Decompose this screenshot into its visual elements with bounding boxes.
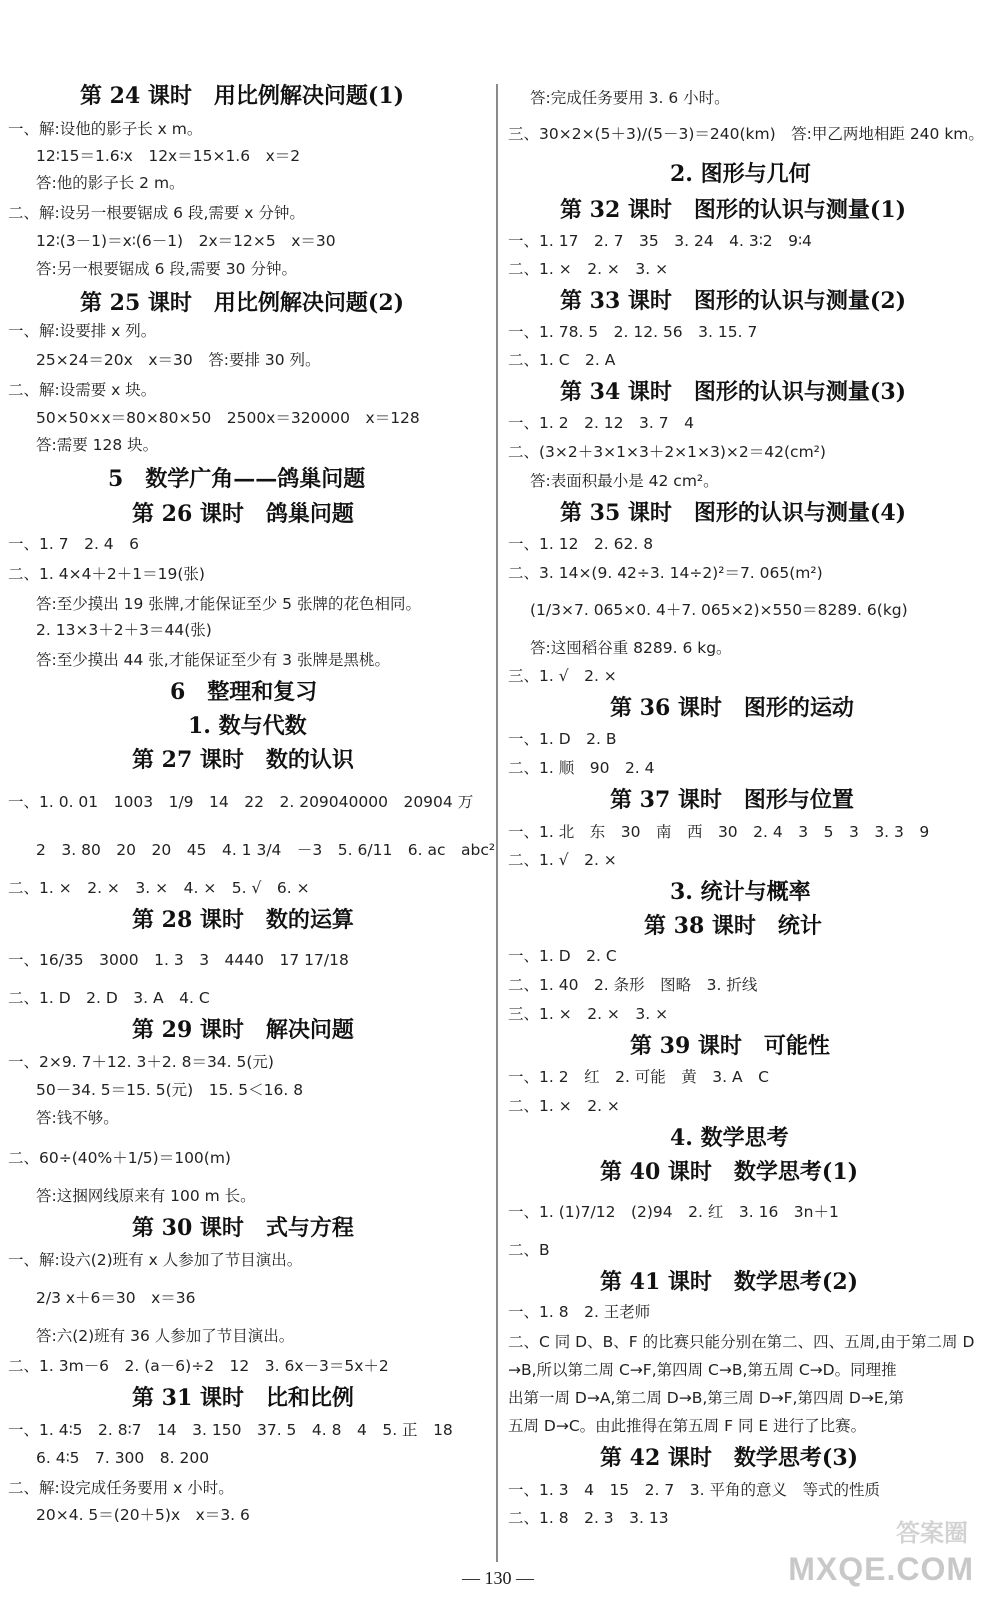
answer-line: 答:表面积最小是 42 cm²。 xyxy=(530,472,719,490)
answer-line: 答:需要 128 块。 xyxy=(36,436,159,454)
section-heading: 第 24 课时 用比例解决问题(1) xyxy=(80,83,405,109)
answer-line: 一、解:设六(2)班有 x 人参加了节目演出。 xyxy=(8,1251,303,1269)
answer-line: 一、1. 2 红 2. 可能 黄 3. A C xyxy=(508,1068,769,1086)
answer-line: 二、1. 40 2. 条形 图略 3. 折线 xyxy=(508,976,758,994)
answer-line: 答:完成任务要用 3. 6 小时。 xyxy=(530,89,730,107)
answer-line: 一、1. 12 2. 62. 8 xyxy=(508,535,654,553)
section-heading: 第 41 课时 数学思考(2) xyxy=(600,1269,859,1295)
answer-line: 一、1. 17 2. 7 35 3. 24 4. 3∶2 9∶4 xyxy=(508,232,812,250)
answer-line: 答:这囤稻谷重 8289. 6 kg。 xyxy=(530,639,732,657)
answer-line: 50－34. 5＝15. 5(元) 15. 5＜16. 8 xyxy=(36,1081,304,1099)
answer-line: 12∶(3－1)＝x∶(6－1) 2x＝12×5 x＝30 xyxy=(36,232,336,250)
answer-line: 二、1. × 2. × 3. × 4. × 5. √ 6. × xyxy=(8,879,310,897)
answer-line: →B,所以第二周 C→F,第四周 C→B,第五周 C→D。同理推 xyxy=(508,1361,897,1379)
section-heading: 3. 统计与概率 xyxy=(670,879,811,905)
section-heading: 6 整理和复习 xyxy=(170,679,318,705)
answer-line: 一、1. 北 东 30 南 西 30 2. 4 3 5 3 3. 3 9 xyxy=(508,823,930,841)
section-heading: 第 27 课时 数的认识 xyxy=(132,747,354,773)
answer-line: 答:钱不够。 xyxy=(36,1109,119,1127)
answer-line: (1/3×7. 065×0. 4＋7. 065×2)×550＝8289. 6(kg) xyxy=(530,601,908,619)
section-heading: 1. 数与代数 xyxy=(188,713,307,739)
section-heading: 第 28 课时 数的运算 xyxy=(132,907,354,933)
answer-line: 2. 13×3＋2＋3＝44(张) xyxy=(36,621,212,639)
answer-line: 答:另一根要锯成 6 段,需要 30 分钟。 xyxy=(36,260,297,278)
answer-line: 一、1. 3 4 15 2. 7 3. 平角的意义 等式的性质 xyxy=(508,1481,880,1499)
answer-line: 二、1. 4×4＋2＋1＝19(张) xyxy=(8,565,205,583)
answer-line: 一、1. 2 2. 12 3. 7 4 xyxy=(508,414,694,432)
answer-line: 20×4. 5＝(20＋5)x x＝3. 6 xyxy=(36,1506,250,1524)
answer-line: 一、2×9. 7＋12. 3＋2. 8＝34. 5(元) xyxy=(8,1053,274,1071)
section-heading: 第 42 课时 数学思考(3) xyxy=(600,1445,859,1471)
section-heading: 4. 数学思考 xyxy=(670,1125,789,1151)
section-heading: 第 37 课时 图形与位置 xyxy=(610,787,854,813)
answer-line: 一、16/35 3000 1. 3 3 4440 17 17/18 xyxy=(8,951,349,969)
answer-line: 2/3 x＋6＝30 x＝36 xyxy=(36,1289,196,1307)
answer-line: 一、1. 4∶5 2. 8∶7 14 3. 150 37. 5 4. 8 4 5. 正 18 xyxy=(8,1421,453,1439)
section-heading: 第 26 课时 鸽巢问题 xyxy=(132,501,354,527)
answer-line: 一、1. D 2. C xyxy=(508,947,617,965)
answer-line: 答:至少摸出 44 张,才能保证至少有 3 张牌是黑桃。 xyxy=(36,651,390,669)
section-heading: 第 25 课时 用比例解决问题(2) xyxy=(80,290,405,316)
answer-line: 一、1. 0. 01 1003 1/9 14 22 2. 209040000 20904 万 xyxy=(8,793,474,811)
answer-line: 2 3. 80 20 20 45 4. 1 3/4 －3 5. 6/11 6. ac abc² xyxy=(36,841,496,859)
section-heading: 第 30 课时 式与方程 xyxy=(132,1215,354,1241)
page-number: — 130 — xyxy=(462,1568,534,1588)
answer-line: 一、1. 8 2. 王老师 xyxy=(508,1303,651,1321)
section-heading: 第 31 课时 比和比例 xyxy=(132,1385,354,1411)
answer-line: 二、3. 14×(9. 42÷3. 14÷2)²＝7. 065(m²) xyxy=(508,564,823,582)
answer-line: 二、(3×2＋3×1×3＋2×1×3)×2＝42(cm²) xyxy=(508,443,826,461)
answer-line: 二、1. × 2. × 3. × xyxy=(508,260,669,278)
answer-line: 答:这捆网线原来有 100 m 长。 xyxy=(36,1187,256,1205)
answer-line: 二、1. D 2. D 3. A 4. C xyxy=(8,989,210,1007)
answer-line: 三、1. × 2. × 3. × xyxy=(508,1005,669,1023)
answer-line: 二、1. C 2. A xyxy=(508,351,616,369)
section-heading: 第 29 课时 解决问题 xyxy=(132,1017,354,1043)
answer-line: 一、1. (1)7/12 (2)94 2. 红 3. 16 3n＋1 xyxy=(508,1203,839,1221)
answer-line: 三、1. √ 2. × xyxy=(508,667,617,685)
answer-line: 一、解:设他的影子长 x m。 xyxy=(8,120,203,138)
answer-line: 一、解:设要排 x 列。 xyxy=(8,322,157,340)
answer-line: 二、1. 3m－6 2. (a－6)÷2 12 3. 6x－3＝5x＋2 xyxy=(8,1357,389,1375)
answer-line: 二、解:设需要 x 块。 xyxy=(8,381,157,399)
answer-line: 二、解:设完成任务要用 x 小时。 xyxy=(8,1479,234,1497)
column-divider xyxy=(496,84,498,1562)
answer-line: 一、1. 78. 5 2. 12. 56 3. 15. 7 xyxy=(508,323,758,341)
answer-line: 五周 D→C。由此推得在第五周 F 同 E 进行了比赛。 xyxy=(508,1417,867,1435)
answer-line: 一、1. 7 2. 4 6 xyxy=(8,535,140,553)
answer-line: 答:六(2)班有 36 人参加了节目演出。 xyxy=(36,1327,295,1345)
section-heading: 第 36 课时 图形的运动 xyxy=(610,695,854,721)
answer-line: 25×24＝20x x＝30 答:要排 30 列。 xyxy=(36,351,321,369)
answer-line: 二、解:设另一根要锯成 6 段,需要 x 分钟。 xyxy=(8,204,305,222)
answer-line: 二、B xyxy=(508,1241,550,1259)
section-heading: 2. 图形与几何 xyxy=(670,161,811,187)
answer-line: 12∶15＝1.6∶x 12x＝15×1.6 x＝2 xyxy=(36,147,301,165)
section-heading: 5 数学广角——鸽巢问题 xyxy=(108,466,366,492)
answer-line: 出第一周 D→A,第二周 D→B,第三周 D→F,第四周 D→E,第 xyxy=(508,1389,905,1407)
answer-line: 50×50×x＝80×80×50 2500x＝320000 x＝128 xyxy=(36,409,420,427)
section-heading: 第 35 课时 图形的认识与测量(4) xyxy=(560,500,907,526)
section-heading: 第 33 课时 图形的认识与测量(2) xyxy=(560,288,907,314)
answer-line: 二、1. 8 2. 3 3. 13 xyxy=(508,1509,669,1527)
answer-line: 二、60÷(40%＋1/5)＝100(m) xyxy=(8,1149,231,1167)
answer-line: 答:至少摸出 19 张牌,才能保证至少 5 张牌的花色相同。 xyxy=(36,595,421,613)
section-heading: 第 40 课时 数学思考(1) xyxy=(600,1159,859,1185)
answer-line: 二、1. √ 2. × xyxy=(508,851,617,869)
answer-line: 二、1. 顺 90 2. 4 xyxy=(508,759,655,777)
section-heading: 第 32 课时 图形的认识与测量(1) xyxy=(560,197,907,223)
answer-line: 一、1. D 2. B xyxy=(508,730,617,748)
answer-line: 二、1. × 2. × xyxy=(508,1097,620,1115)
answer-line: 二、C 同 D、B、F 的比赛只能分别在第二、四、五周,由于第二周 D xyxy=(508,1333,975,1351)
section-heading: 第 38 课时 统计 xyxy=(644,913,822,939)
answer-line: 三、30×2×(5＋3)/(5－3)＝240(km) 答:甲乙两地相距 240 km。 xyxy=(508,125,984,143)
watermark-site: MXQE.COM xyxy=(788,1551,974,1587)
section-heading: 第 39 课时 可能性 xyxy=(630,1033,830,1059)
answer-line: 6. 4∶5 7. 300 8. 200 xyxy=(36,1449,210,1467)
section-heading: 第 34 课时 图形的认识与测量(3) xyxy=(560,379,907,405)
watermark-logo: 答案圈 xyxy=(896,1519,968,1547)
answer-line: 答:他的影子长 2 m。 xyxy=(36,174,185,192)
